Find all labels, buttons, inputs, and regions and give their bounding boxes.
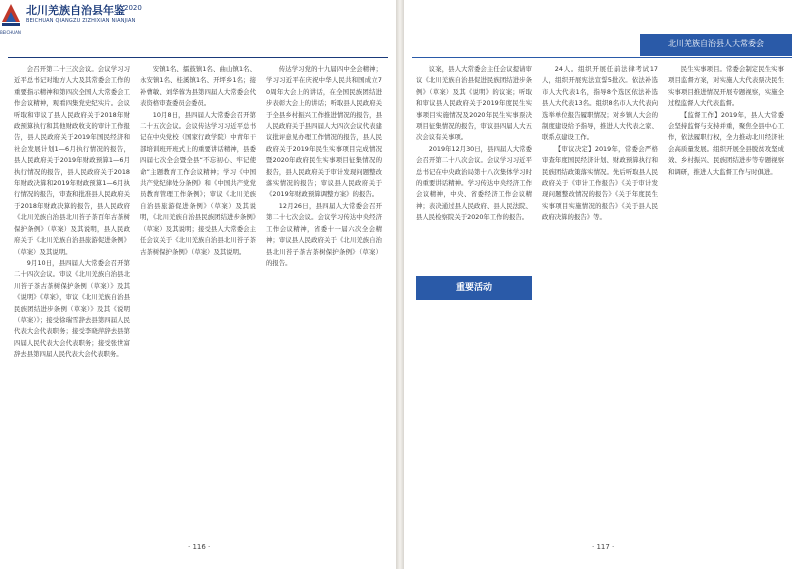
- header-rule: [8, 57, 388, 58]
- section-header-title: 北川羌族自治县人大常委会: [668, 39, 764, 48]
- left-page: [0, 0, 396, 569]
- paragraph: 民生实事项目。常委会制定民生实事项目监督方案，对实施人大代表票决民生实事项目推进情况开展专题视察，实施全过程监督人大代表监督。: [668, 65, 784, 108]
- right-column-1: [416, 64, 532, 274]
- book-title: 北川羌族自治县年鉴: [26, 4, 125, 17]
- right-page: [404, 0, 800, 569]
- section-banner: 重要活动: [416, 276, 532, 300]
- book-pinyin: BEICHUAN QIANGZU ZIZHIXIAN NIANJIAN: [26, 18, 136, 24]
- paragraph: 传达学习党的十九届四中全会精神；学习习近平在庆祝中华人民共和国成立70周年大会上的讲话，在全国民族团结进步表彰大会上的讲话；听取县人民政府关于全县乡村振兴工作推进情况的报告，县人民政府关于县四届人大四次会议代表建议批评意见办理工作情况的报告，县人民政府关于2019年民生实事项目完成情况暨2020年政府民生实事项目征集情况的报告，县人民政府关于审计发现问题整改落实情况的报告；审议县人民政府关于《2019年财政预算调整方案》的报告。: [266, 65, 382, 199]
- paragraph: 会召开第二十三次会议。会议学习习近平总书记对地方人大及其常委会工作的重要指示精神和第四次全国人大常委会工作会议精神，观看四集党史纪实片。会议听取和审议了县人民政府关于2018年财政预算执行和其他财政收支的审计工作报告，县人民政府关于2019年国民经济和社会发展计划1—6月执行情况的报告，县人民政府关于2019年财政预算1—6月执行情况的报告，县人民政府关于2018年财政决算和2019年财政预算1—6月执行情况的报告，审查和批准县人民政府关于2018年财政决算的报告，县人民政府《北川羌族自治县北川苔子茶百年古茶树保护条例》（草案）及其说明，县人民政府关于《北川羌族自治县旅游促进条例》（草案）及其说明。: [14, 65, 130, 256]
- page-number-left: · 116 ·: [188, 543, 211, 551]
- paragraph: 【监督工作】2019年，县人大常委会坚持监督与支持并重，聚焦全县中心工作，依法履职行权，全力推动北川经济社会高质量发展。组织开展全县脱贫攻坚成效、乡村振兴、民族团结进步等专题视察和调研，推进人大监督工作与时俱进。: [668, 110, 784, 176]
- paragraph: 12月26日，县四届人大常委会召开第二十七次会议。会议学习传达中央经济工作会议精神，省委十一届六次全会精神；审议县人民政府关于《北川羌族自治县北川苔子茶古茶树保护条例》（草案）的报告。: [266, 201, 382, 267]
- paragraph: 24人。组织开展任前法律考试17人，组织开展宪法宣誓5批次。依法补选市人大代表1名，指导8个选区依法补选县人大代表13名。组织8名市人大代表向选举单位报告履职情况；对乡镇人大会的制度建设给予指导，推进人大代表之家、联系点建设工作。: [542, 65, 658, 142]
- right-column-3: [668, 64, 784, 178]
- header-rule: [412, 57, 792, 58]
- right-column-2: [542, 64, 658, 224]
- paragraph: 【审议决定】2019年，常委会严格审查年度国民经济计划、财政预算执行和民族团结政策落实情况。先后听取县人民政府关于《审计工作报告》《关于审计发现问题整改情况的报告》《关于年度民生实事项目实施情况的报告》《关于县人民政府决算的报告》等。: [542, 144, 658, 222]
- left-column-1: [14, 64, 130, 361]
- yearbook-logo-icon: [0, 0, 22, 30]
- book-gutter: [396, 0, 404, 569]
- logo-subtitle: BEICHUAN: [0, 30, 21, 35]
- paragraph: 议案，县人大常委会主任会议提请审议《北川羌族自治县促进民族团结进步条例》（草案）及其《说明》的议案；听取和审议县人民政府关于2019年度民生实事项目实施情况及2020年民生实事票决项目征集情况的报告，审议县四届人大五次会议有关事项。: [416, 65, 532, 142]
- paragraph: 10月8日，县四届人大常委会召开第二十五次会议。会议传达学习习近平总书记在中央党校（国家行政学院）中青年干部培训班开班式上的重要讲话精神，县委四届七次全会暨全县“不忘初心、牢记使命”主题教育工作会议精神；学习《中国共产党纪律处分条例》和《中国共产党党员教育管理工作条例》；审议《北川羌族自治县旅游促进条例》（草案）及其说明，《北川羌族自治县民族团结进步条例》（草案）及其说明；接受县人大常委会主任会议关于《北川羌族自治县北川苔子茶古茶树保护条例》（草案）及其说明。: [140, 110, 256, 256]
- paragraph: 9月10日，县四届人大常委会召开第二十四次会议。审议《北川羌族自治县北川苔子茶古茶树保护条例（草案）》及其《说明》《草案》，审议《北川羌族自治县民族团结进步条例（草案）》及其《说明（草案）》；接受徐瑞雪辞去县第四届人民代表大会代表职务；接受李晓萍辞去县第四届人民代表大会代表职务；接受张世富辞去县第四届人民代表大会代表职务。: [14, 258, 130, 359]
- left-column-2: [140, 64, 256, 258]
- book-year: 2020: [124, 4, 142, 12]
- paragraph: 2019年12月30日，县四届人大常委会召开第二十八次会议。会议学习习近平总书记在中央政治局第十八次集体学习时的重要讲话精神。学习传达中央经济工作会议精神，中央、省委经济工作会议精神；表决通过县人民政府、县人民法院、县人民检察院关于2020年工作的报告。: [416, 144, 532, 222]
- left-column-3: [266, 64, 382, 269]
- page-number-right: · 117 ·: [592, 543, 615, 551]
- paragraph: 安镇1名、擂鼓镇1名、曲山镇1名、永安镇1名、桂溪镇1名、开坪乡1名；接补曹敏、刘华蓉为县第四届人大常委会代表资格审查委员会委员。: [140, 65, 256, 108]
